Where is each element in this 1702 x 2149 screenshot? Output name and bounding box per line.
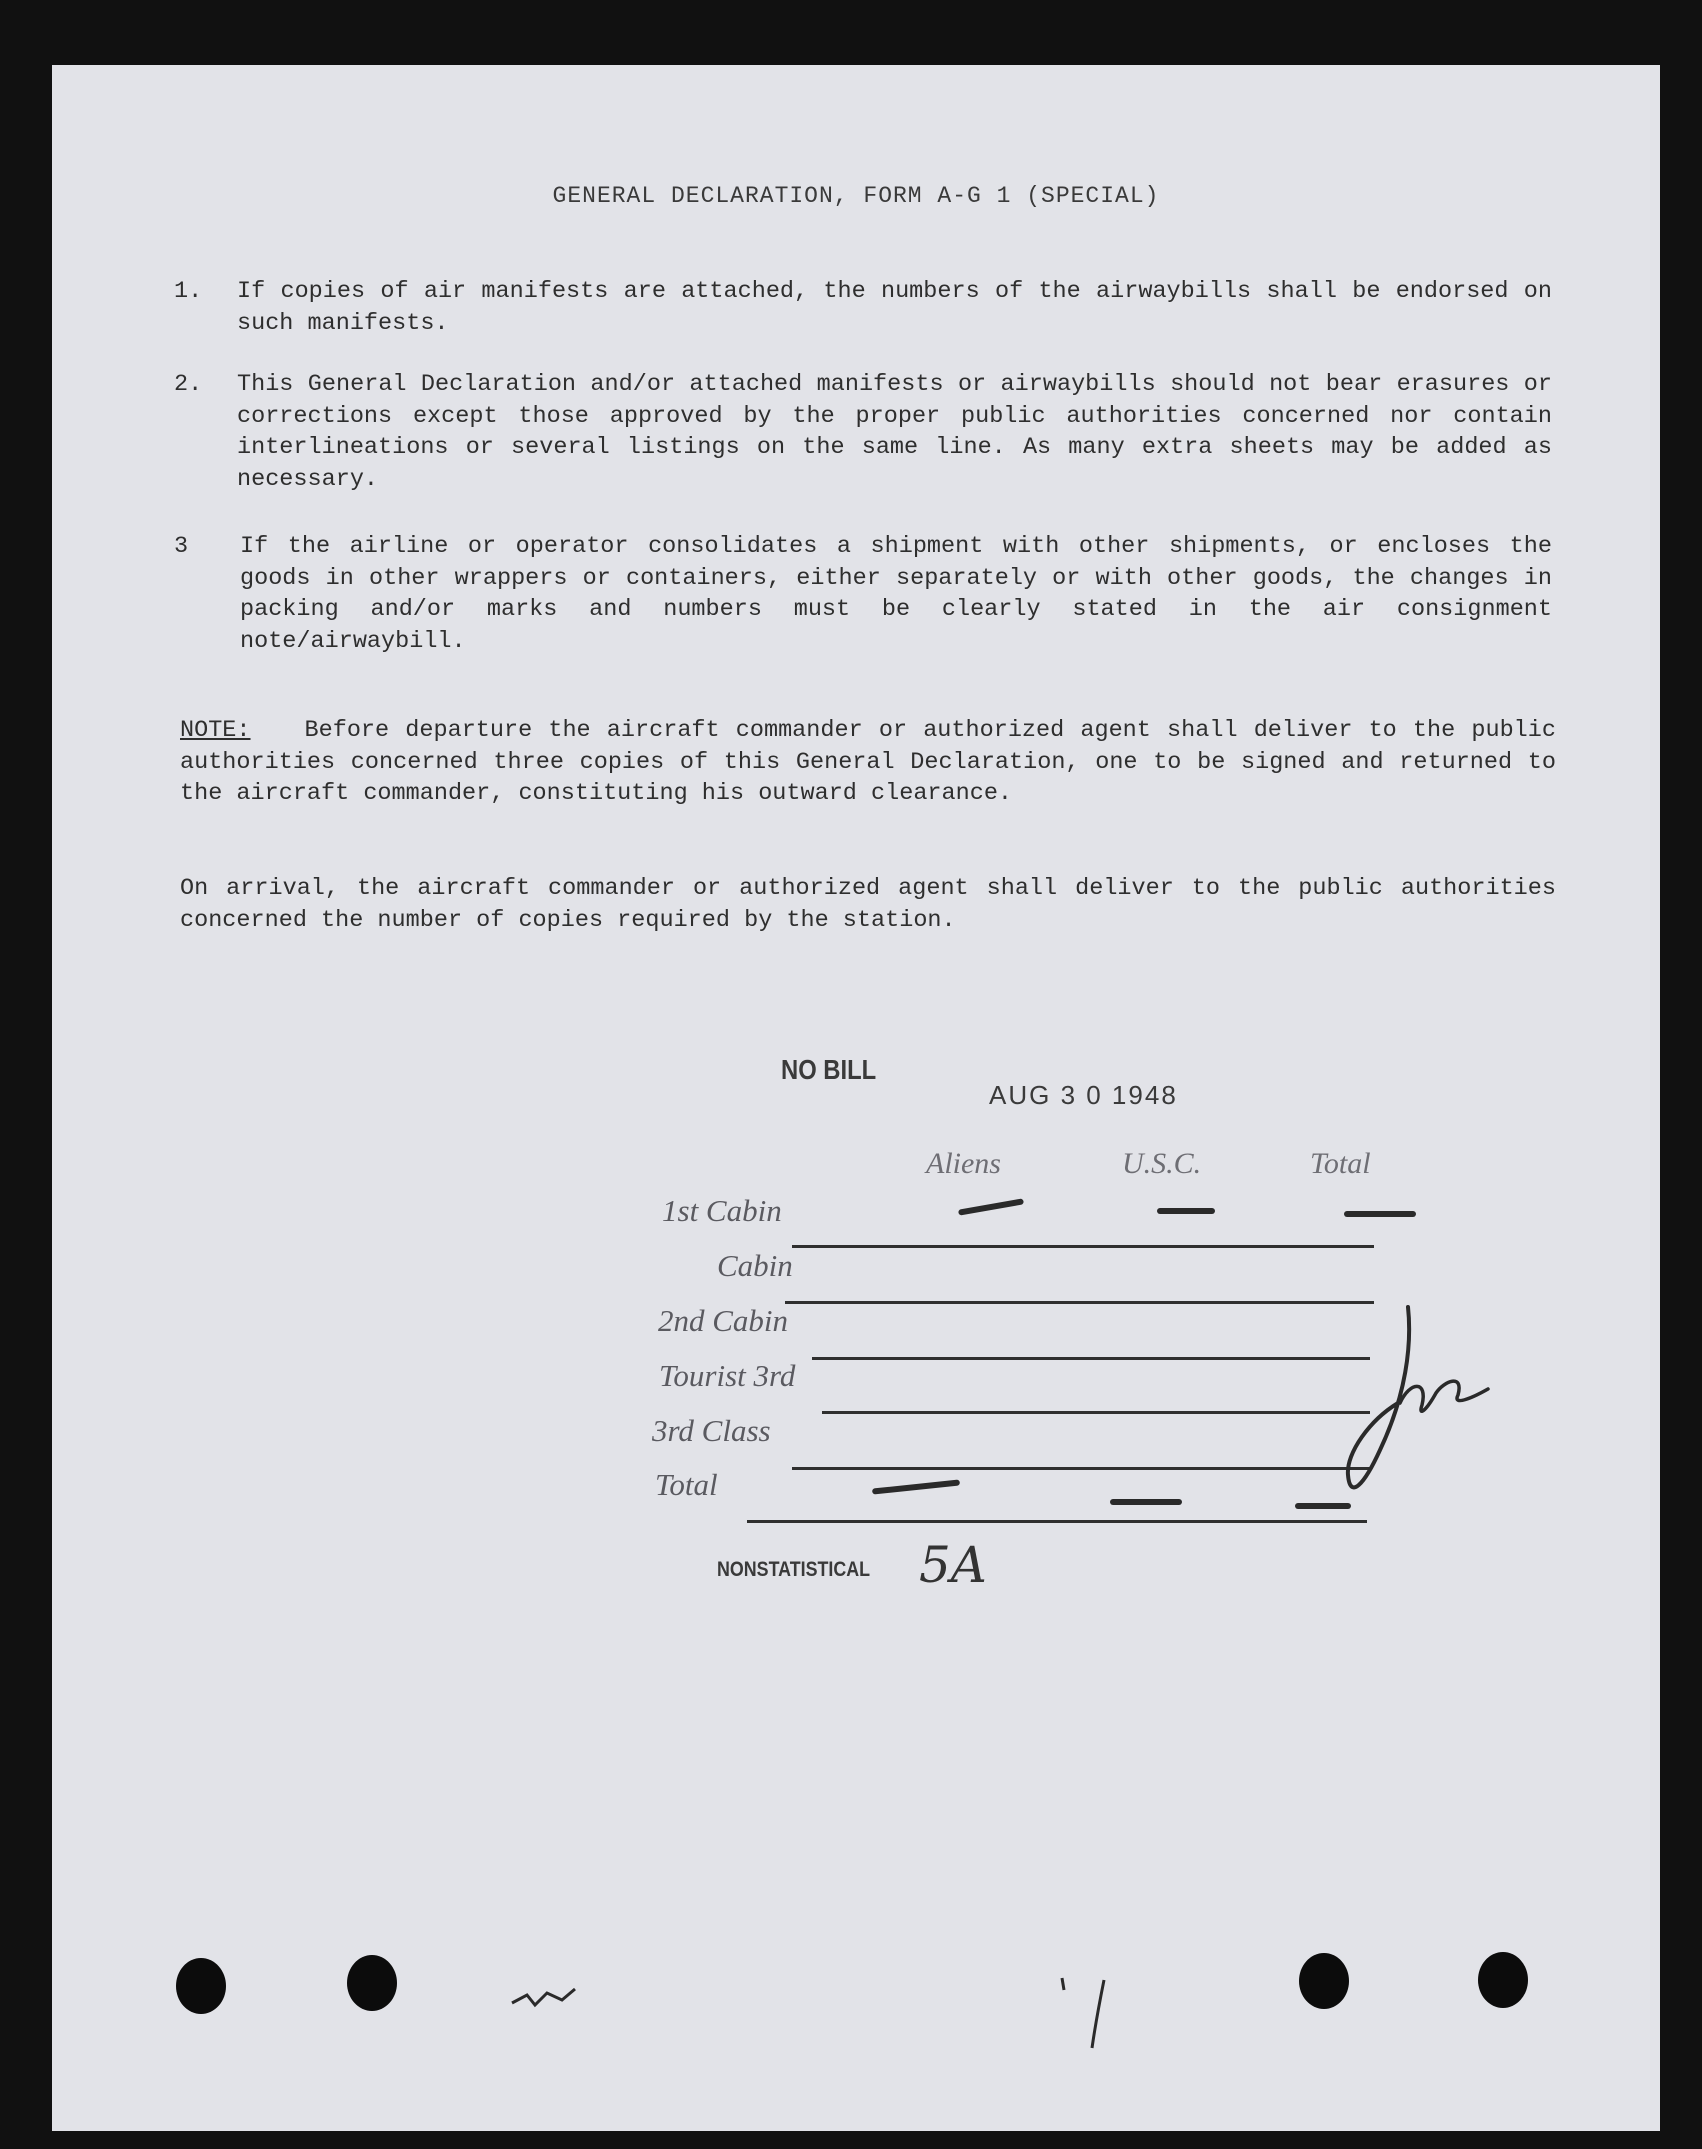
nil-dash: [958, 1198, 1024, 1215]
row-line: [822, 1411, 1370, 1414]
row-line: [812, 1357, 1370, 1360]
nil-dash: [1157, 1208, 1215, 1214]
nil-dash: [1344, 1211, 1416, 1217]
stray-mark: [507, 1975, 657, 2015]
row-line: [785, 1301, 1374, 1304]
note-text: Before departure the aircraft commander or authorized agent shall deliver to the public authorities concerned three copies of this General Declaration, one to be signed and returned to the aircraft commander, constituting his outward clearance.: [180, 717, 1556, 807]
row-line: [747, 1520, 1367, 1523]
arrival-paragraph: On arrival, the aircraft commander or authorized agent shall deliver to the public authorities concerned the number of copies required by the station.: [180, 875, 1556, 934]
row-label-total: Total: [655, 1467, 718, 1502]
punch-hole: [1299, 1953, 1349, 2009]
nil-dash: [872, 1479, 960, 1494]
note-paragraph: [180, 715, 1556, 810]
row-label-1st-cabin: 1st Cabin: [662, 1193, 782, 1228]
no-bill-stamp: NO BILL: [781, 1054, 877, 1085]
column-header-aliens: Aliens: [926, 1147, 1001, 1180]
row-label-tourist-3rd: Tourist 3rd: [659, 1358, 796, 1393]
nil-dash: [1110, 1499, 1182, 1505]
instruction-text: If copies of air manifests are attached, the numbers of the airwaybills shall be endorsed on such manifests.: [237, 278, 1552, 337]
instruction-number: 2.: [174, 371, 203, 398]
nonstatistical-stamp: NONSTATISTICAL: [717, 1558, 871, 1581]
row-label-2nd-cabin: 2nd Cabin: [658, 1303, 789, 1338]
punch-hole: [1478, 1952, 1528, 2008]
row-line: [792, 1467, 1370, 1470]
date-stamp: AUG 3 0 1948: [989, 1080, 1178, 1110]
column-header-usc: U.S.C.: [1122, 1147, 1202, 1180]
stray-mark: [1052, 1970, 1132, 2060]
column-header-total: Total: [1310, 1147, 1371, 1180]
row-label-cabin: Cabin: [717, 1248, 793, 1283]
instruction-number: 1.: [174, 278, 203, 305]
row-line: [792, 1245, 1374, 1248]
handwritten-code: 5A: [919, 1536, 987, 1594]
punch-hole: [176, 1958, 226, 2014]
instruction-text: This General Declaration and/or attached manifests or airwaybills should not bear erasures or corrections except those approved by the proper public authorities concerned nor contain interlineations or several listings on the same line. As many extra sheets may be added as necessary.: [237, 371, 1552, 493]
form-title: GENERAL DECLARATION, FORM A-G 1 (SPECIAL): [552, 183, 1160, 209]
row-label-3rd-class: 3rd Class: [652, 1413, 771, 1448]
punch-hole: [347, 1955, 397, 2011]
instruction-text: If the airline or operator consolidates a shipment with other shipments, or encloses the goods in other wrappers or containers, either separately or with other goods, the changes in packing and/or marks and numbers must be clearly stated in the air consignment note/airwaybill.: [240, 533, 1552, 655]
instruction-number: 3: [174, 533, 189, 560]
note-label: NOTE:: [180, 717, 251, 744]
document-page: [52, 65, 1660, 2131]
signature-initials-graphic: [1340, 1285, 1520, 1525]
